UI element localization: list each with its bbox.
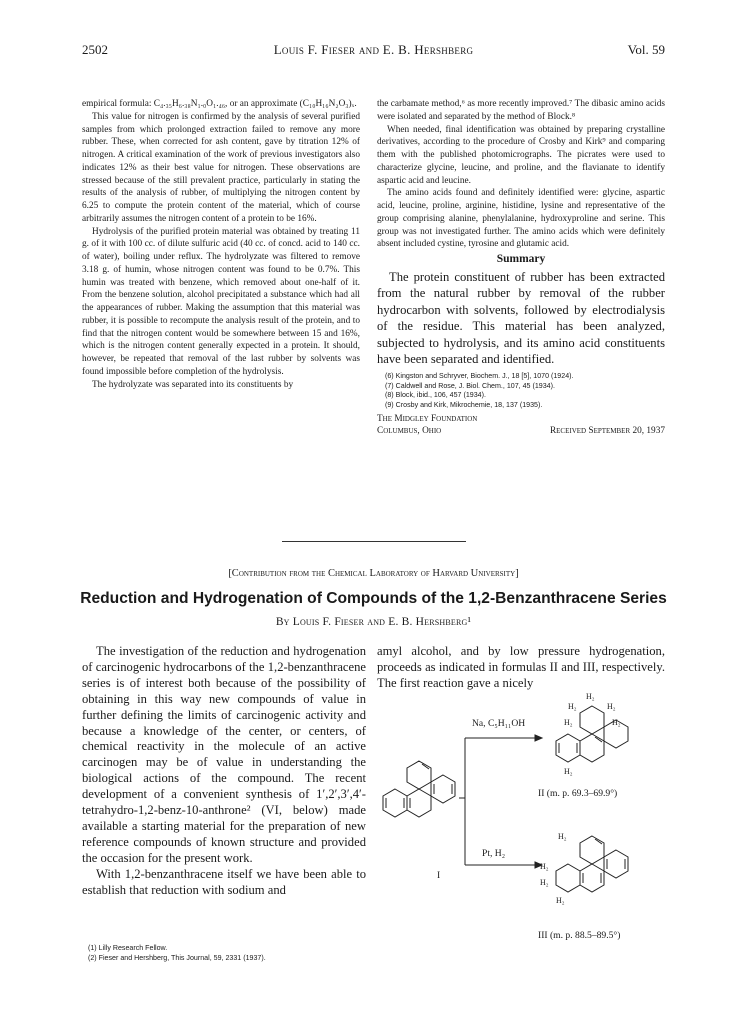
compound-i-label: I [437, 870, 441, 881]
contribution-line: [Contribution from the Chemical Laboratory of Harvard University] [228, 568, 519, 579]
article-left-column [82, 644, 366, 899]
reference-item: (9) Crosby and Kirk, Mikrochemie, 18, 137 (1935). [385, 401, 543, 410]
received-date: Received September 20, 1937 [549, 425, 665, 436]
reference-item: (7) Caldwell and Rose, J. Biol. Chem., 107, 45 (1934). [385, 381, 555, 390]
article-byline: By Louis F. Fieser and E. B. Hershberg¹ [275, 616, 472, 628]
reference-item: (8) Block, ibid., 106, 457 (1934). [385, 391, 486, 400]
h2-label: H₂ [586, 692, 595, 701]
h2-label: H₂ [540, 862, 549, 871]
previous-article-left-column [82, 98, 360, 391]
page-number: 2502 [82, 42, 108, 57]
volume-label: Vol. 59 [627, 42, 665, 57]
reference-item: (6) Kingston and Schryver, Biochem. J., 18 [5], 1070 (1924). [385, 371, 574, 380]
article-title: Reduction and Hydrogenation of Compounds of the 1,2-Benzanthracene Series [80, 590, 667, 607]
compound-i-structure [383, 761, 455, 817]
summary-text: The protein constituent of rubber has been extracted from the natural rubber by removal of the rubber hydrocarbon with solvents, followed by electrodialysis of the residue. This material has been analyzed, subjected to hydrolysis, and its amino acid constituents have been separated and identified. [377, 269, 665, 367]
paragraph: empirical formula: C₄.₃₅H₆.₃₈N₁.₀O₁.₄₆, or an approximate (C₁₀H₁₆N₂O₃)ₓ. [82, 99, 357, 109]
compound-iii-structure [556, 836, 628, 892]
affiliation: The Midgley Foundation [377, 413, 478, 424]
paragraph: When needed, final identification was obtained by preparing crystalline derivatives, according to the procedure of Crosby and Kirk⁹ and comparing them with the published photomicrographs. The picrates were used to characterize glycine, leucine, and proline, and the flavianate to identify aspartic acid and leucine. [377, 124, 665, 186]
reference-list [377, 372, 665, 411]
previous-article-right-column [377, 98, 665, 438]
h2-label: H₂ [556, 896, 565, 905]
h2-label: H₂ [564, 767, 573, 776]
paragraph: The investigation of the reduction and hydrogenation of carcinogenic hydrocarbons of the 1,2-benzanthracene series is of interest both because of the possibility of obtaining in this way new compounds of value in further defining the limits of carcinogenic activity and because a knowledge of the center, or centers, of chemical reactivity in the molecule of an active carcinogen may be of value in understanding the biological actions of the compound. The recent development of a convenient synthesis of 1′,2′,3′,4′-tetrahydro-1,2-benz-10-anthrone² (VI, below) made available a starting material for the preparation of new reference compounds of known structure and provided the occasion for the present work. [82, 644, 366, 865]
h2-label: H₂ [607, 702, 616, 711]
section-divider [282, 541, 466, 542]
h2-label: H₂ [540, 878, 549, 887]
reaction-scheme-drawing [370, 690, 670, 1000]
paragraph: amyl alcohol, and by low pressure hydrogenation, proceeds as indicated in formulas II and III, respectively. The first reaction gave a nicely [377, 644, 665, 690]
reagent-platinum-hydrogen: Pt, H₂ [482, 848, 506, 859]
compound-ii-label: II (m. p. 69.3–69.9°) [538, 788, 618, 799]
compound-ii-structure [556, 706, 628, 762]
footnote: (2) Fieser and Hershberg, This Journal, 59, 2331 (1937). [88, 953, 266, 962]
summary-heading: Summary [496, 253, 546, 265]
reagent-sodium-amyl-alcohol: Na, C₅H₁₁OH [472, 718, 526, 729]
paragraph: With 1,2-benzanthracene itself we have been able to establish that reduction with sodium and [82, 866, 366, 897]
h2-label: H₂ [568, 702, 577, 711]
paragraph: The hydrolyzate was separated into its constituents by [92, 379, 294, 390]
paragraph: Hydrolysis of the purified protein material was obtained by treating 11 g. of it with 100 cc. of dilute sulfuric acid (40 cc. of concd. acid to 140 cc. of water), boiling under reflux. The hydrolyzate was filtered to remove 3.18 g. of humin, whose nitrogen content was found to be 0.7%. This humin was treated with benzene, which removed about one-half of it. From the benzene solution, alcohol precipitated a substance which had all the appearances of rubber. Making the assumption that this material was rubber, it is possible to recompute the analysis result of the protein, and to find that the nitrogen content would be somewhere between 15 and 16%, which is the nitrogen content generally expected in a protein. It should, however, be repeated that removal of the last rubber by solvents was found impossible before completion of the hydrolysis. [82, 226, 360, 377]
h2-label: H₂ [558, 832, 567, 841]
h2-label: H₂ [564, 718, 573, 727]
location: Columbus, Ohio [377, 425, 442, 436]
h2-label: H₂ [612, 718, 621, 727]
affiliation-row [377, 425, 665, 438]
footnotes [82, 944, 366, 964]
running-head: Louis F. Fieser and E. B. Hershberg [273, 42, 474, 57]
footnote: (1) Lilly Research Fellow. [88, 944, 168, 952]
paragraph: The amino acids found and definitely identified were: glycine, aspartic acid, leucine, proline, arginine, histidine, lysine and representative of the group comprising alanine, phenylalanine, hydroxyproline and serine. This group was not investigated further. The amino acids which were definitely absent included cystine, tyrosine and glutamic acid. [377, 188, 665, 250]
paragraph: the carbamate method,⁶ as more recently improved.⁷ The dibasic amino acids were isolated and separated by the method of Block.⁸ [377, 99, 665, 122]
article-right-column [377, 644, 665, 692]
paragraph: This value for nitrogen is confirmed by the analysis of several purified samples from which prolonged extraction failed to remove any more rubber. These, when corrected for ash content, gave by titration 12% of nitrogen. A critical examination of the work of previous investigators also indicates 12% as their best value for nitrogen. These observations are stressed because of the still prevalent practice, particularly in stating the results of the analysis of rubber, of multiplying the nitrogen content by 6.25 to compute the protein content of the material, which of course arbitrarily assumes the nitrogen content of a protein to be 16%. [82, 111, 360, 224]
compound-iii-label: III (m. p. 88.5–89.5°) [538, 930, 621, 941]
reaction-scheme [370, 690, 670, 1000]
page-header [82, 42, 665, 58]
